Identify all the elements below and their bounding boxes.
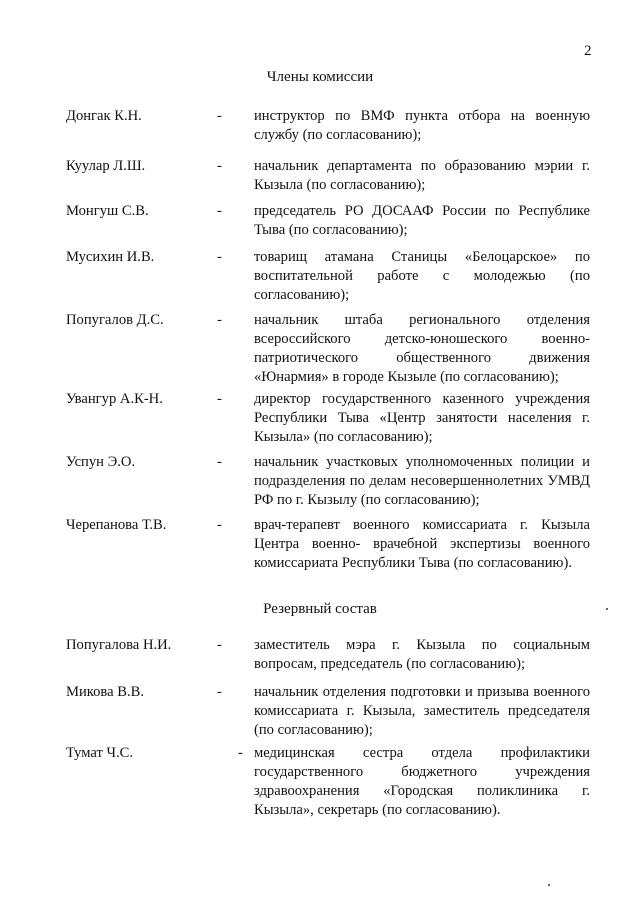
reserve-role: медицинская сестра отдела профилактики государственного бюджетного учреждения здравоохранения «Городская поликлиника г. Кызыла», секретарь (по согласованию).: [254, 745, 590, 818]
member-dash: -: [217, 391, 222, 407]
member-dash: -: [217, 517, 222, 533]
members-heading: Члены комиссии: [266, 69, 374, 85]
reserve-dash: -: [238, 745, 243, 761]
member-name: Куулар Л.Ш.: [66, 158, 146, 174]
member-name: Увангур А.К-Н.: [66, 391, 163, 407]
member-name: Донгак К.Н.: [66, 108, 142, 124]
reserve-dash: -: [217, 637, 222, 653]
member-name: Мусихин И.В.: [66, 249, 155, 265]
reserve-name: Попугалова Н.И.: [66, 637, 172, 653]
member-role: председатель РО ДОСААФ России по Республике Тыва (по согласованию);: [254, 203, 590, 238]
reserve-name: Тумат Ч.С.: [66, 745, 134, 761]
member-role: врач-терапевт военного комиссариата г. Кызыла Центра военно- врачебной экспертизы военного комиссариата Республики Тыва (по согласованию).: [254, 517, 590, 571]
member-role: начальник участковых уполномоченных полиции и подразделения по делам несовершеннолетних УМВД РФ по г. Кызылу (по согласованию);: [254, 454, 590, 508]
reserve-dash: -: [217, 684, 222, 700]
member-role: начальник штаба регионального отделения всероссийского детско-юношеского военно-патриотического общественного движения «Юнармия» в городе Кызыле (по согласованию);: [254, 312, 590, 385]
page-number: 2: [584, 43, 592, 59]
member-role: товарищ атамана Станицы «Белоцарское» по воспитательной работе с молодежью (по согласованию);: [254, 249, 590, 303]
reserve-role: заместитель мэра г. Кызыла по социальным вопросам, председатель (по согласованию);: [254, 637, 590, 672]
reserve-role: начальник отделения подготовки и призыва военного комиссариата г. Кызыла, заместитель председателя (по согласованию);: [254, 684, 590, 738]
member-name: Успун Э.О.: [66, 454, 136, 470]
member-name: Попугалов Д.С.: [66, 312, 164, 328]
member-dash: -: [217, 454, 222, 470]
member-role: инструктор по ВМФ пункта отбора на военную службу (по согласованию);: [254, 108, 590, 143]
scan-speck: [606, 608, 608, 610]
member-dash: -: [217, 108, 222, 124]
member-name: Монгуш С.В.: [66, 203, 149, 219]
reserve-name: Микова В.В.: [66, 684, 145, 700]
member-role: директор государственного казенного учреждения Республики Тыва «Центр занятости населения г. Кызыла» (по согласованию);: [254, 391, 590, 445]
member-role: начальник департамента по образованию мэрии г. Кызыла (по согласованию);: [254, 158, 590, 193]
member-dash: -: [217, 312, 222, 328]
member-dash: -: [217, 249, 222, 265]
scan-speck: [548, 884, 550, 886]
member-dash: -: [217, 203, 222, 219]
member-name: Черепанова Т.В.: [66, 517, 167, 533]
reserve-heading: Резервный состав: [263, 601, 377, 617]
member-dash: -: [217, 158, 222, 174]
